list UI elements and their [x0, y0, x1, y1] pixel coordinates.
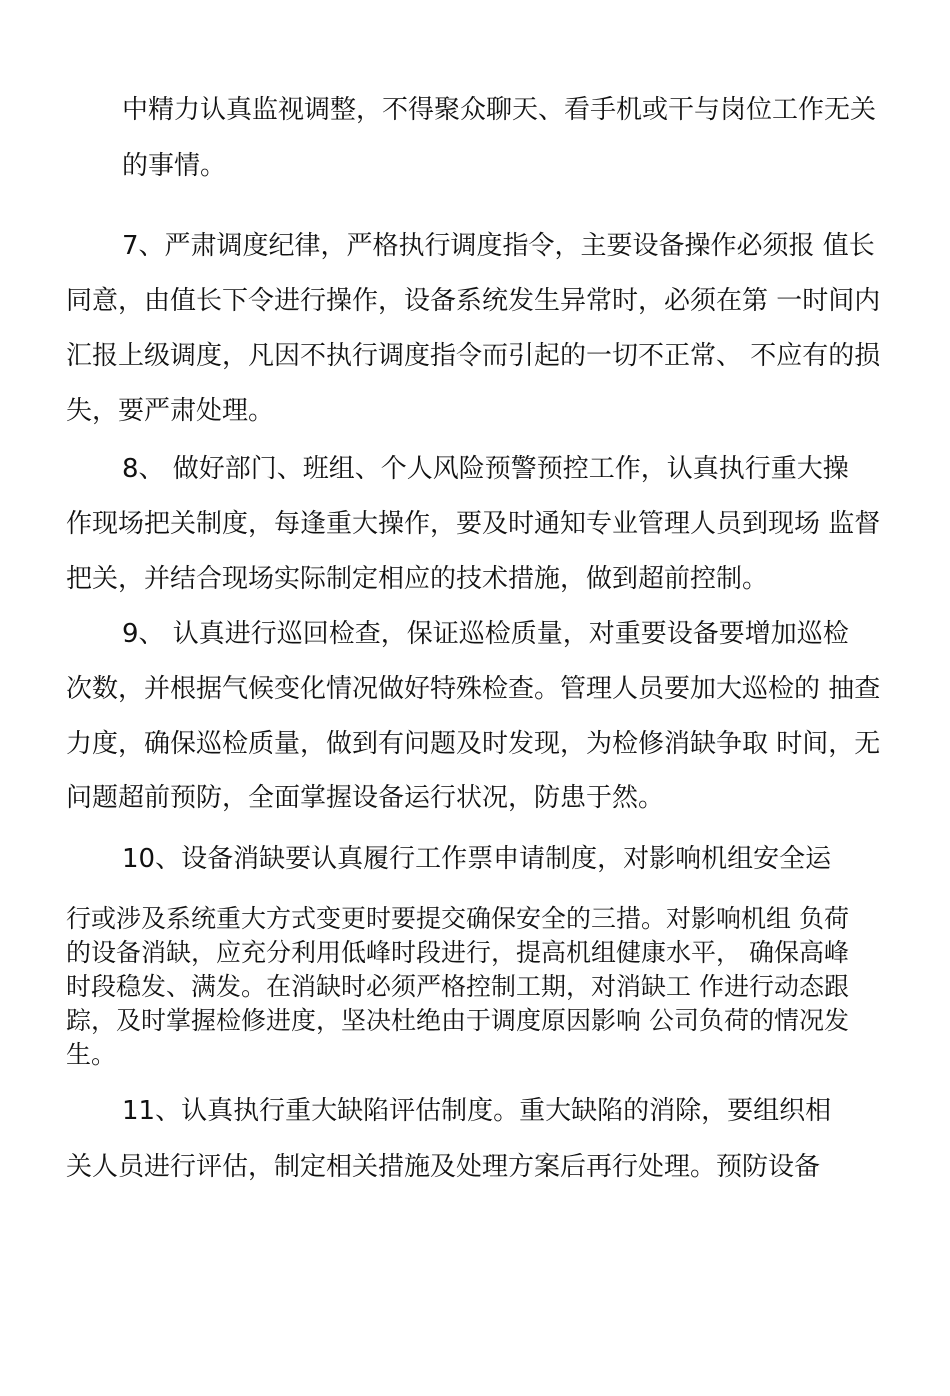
text-line: 8、 做好部门、班组、个人风险预警预控工作，认真执行重大操: [122, 454, 849, 484]
text-line: 的事情。: [122, 151, 227, 181]
text-line: 失，要严肃处理。: [66, 396, 275, 426]
text-line: 同意，由值长下令进行操作，设备系统发生异常时，必须在第 一时间内: [66, 286, 881, 316]
text-line: 踪，及时掌握检修进度，坚决杜绝由于调度原因影响 公司负荷的情况发: [66, 1006, 849, 1035]
text-line: 的设备消缺，应充分利用低峰时段进行，提高机组健康水平， 确保高峰: [66, 938, 849, 967]
text-line: 9、 认真进行巡回检查，保证巡检质量，对重要设备要增加巡检: [122, 619, 849, 649]
text-line: 中精力认真监视调整，不得聚众聊天、看手机或干与岗位工作无关: [122, 95, 877, 125]
text-line: 把关，并结合现场实际制定相应的技术措施，做到超前控制。: [66, 564, 769, 594]
text-line: 行或涉及系统重大方式变更时要提交确保安全的三措。对影响机组 负荷: [66, 904, 849, 933]
text-line: 10、设备消缺要认真履行工作票申请制度，对影响机组安全运: [122, 844, 832, 874]
text-line: 7、严肃调度纪律，严格执行调度指令，主要设备操作必须报 值长: [122, 231, 875, 261]
text-line: 作现场把关制度，每逢重大操作，要及时通知专业管理人员到现场 监督: [66, 509, 881, 539]
text-line: 次数，并根据气候变化情况做好特殊检查。管理人员要加大巡检的 抽查: [66, 674, 881, 704]
text-line: 生。: [66, 1040, 117, 1069]
text-line: 时段稳发、满发。在消缺时必须严格控制工期，对消缺工 作进行动态跟: [66, 972, 849, 1001]
text-line: 问题超前预防，全面掌握设备运行状况，防患于然。: [66, 783, 665, 813]
text-line: 力度，确保巡检质量，做到有问题及时发现，为检修消缺争取 时间，无: [66, 729, 881, 759]
text-line: 11、认真执行重大缺陷评估制度。重大缺陷的消除，要组织相: [122, 1096, 832, 1126]
text-line: 汇报上级调度，凡因不执行调度指令而引起的一切不正常、 不应有的损: [66, 341, 881, 371]
text-line: 关人员进行评估，制定相关措施及处理方案后再行处理。预防设备: [66, 1152, 821, 1182]
